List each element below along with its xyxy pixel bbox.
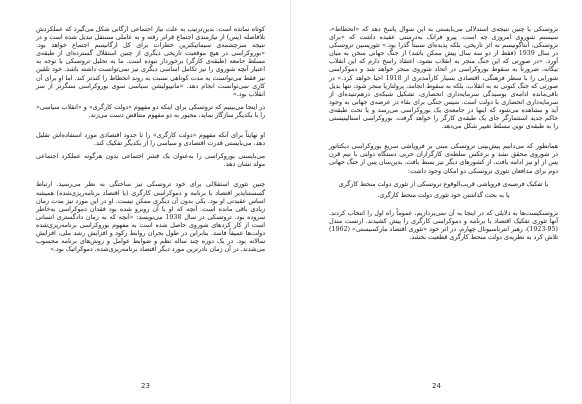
paragraph: تروتسکیست‌ها به دلایلی که در اینجا به آن نمی‌پردازیم، عموماً راه اول را انتخاب کردند. آنها تئوری تفکیک اقتصاد با برنامه و دموکراسی کارگری را پیش کشیدند. ارنست مندل (95-1923)، رهبر انترناسیونال چهارم، در اثر خود «تئوری اقتصاد مارکسیستی» (1962) تلاش کرد به نظریه‌ی دولت منحط کارگری قطعیت بخشد. <box>329 209 558 242</box>
right-page <box>291 0 582 404</box>
right-page-text <box>329 26 558 247</box>
page-number: 23 <box>141 382 150 390</box>
paragraph: کوتاه نمانده است. بدین‌ترتیب به علت نیاز اجتماعی ارگانی شکل می‌گیرد که عملکردش بلافاصله (پس) از نیازمندی اجتماع فراتر رفته و به عاملی مستقل تبدیل شده است و در نتیجه سرچشمه‌ی سیماتیکترین خطرات برای کل ارگانیسم اجتماع خواهد بود. «بوروکراسی در هیچ موقعیت تاریخی دیگری از چنین استقلال گسترده‌ای از طبقه‌ی مسلط جامعه (طبقه‌ی کارگر) برخوردار نبوده است. ما به تحلیل تروتسکی با توجه به اعتبار آنچه شوروی را نیز تکامل اساسی دیگری نیز نمی‌توانست داشته باشد. خود تلقین نیز فقط می‌توانست به مدت کوتاهی نسبت به روند انحطاط را کندتر کند. اما او برای آن کارِی نمی‌توانست انجام دهد. «مانیپولیشن سیاسی سوی بوروکراسی سنگرتر از سر انقلاب بود.» <box>36 26 265 98</box>
page-number: 24 <box>432 382 441 390</box>
option-line: یا به بحث گذاشتن خود تئوری دولت منحط کارگری. <box>377 191 510 199</box>
option-line: یا تفکیک فرضیه‌ی فروپاشی قریب‌الوقوع تروتسکی از تئوری دولت منحط کارگری <box>338 180 549 188</box>
paragraph: چنین تئوری استقلالی برای خود تروتسکی نیز ساختگی به نظر می‌رسید. ارتباط گسستناپذیر اقتصاد با برنامه و دموکراسی کارگری (یا اقتصاد برنامه‌ریزی‌شده) همیشه اساس عقیدتی او بود. یکی بدون آن دیگری ممکن نیست. او در این مورد نیز مدت زمان زیادی باقی مانده است. آنچه که او با آن روبرو شده بود فقدان دموکراسی به‌خاطر سروده بود. تروتسکی در سال 1938 می‌نویسد: «آنچه که به زمان دادگستری انسانی است از کار کردهای شوروی حاصل شده است به مفهوم بوروکراسی برنامه‌ریزی‌شده دولت‌ها عمیقاً فاسد. بنابراین در طول بحران روابط رکود و افزایش رشد ملی، افزایش سالانه بود. در یک دوره چند ساله نظم و ضوابط عوامل و روش‌های برنامه محسوب می‌شدند. در آن زمان نادرترین مورد دیگر اقتصاد برنامه‌ریزی‌شده، دموکراتیک بود.» <box>36 181 265 254</box>
left-page-text <box>36 26 265 259</box>
paragraph: او نهایتاً برای آنکه مفهوم «دولت کارگری» را تا حدود اقتصادی مورد استفاده‌اش تقلیل دهد، می‌بایستی قدرت اقتصادی و سیاسی را از یکدیگر تفکیک کند. <box>36 132 265 148</box>
paragraph: تروتسکی با چنین نتیجه‌ی استدلالی می‌بایستی به این سوال پاسخ دهد که «انحطاط»، سیستم شوروی امروزی چه است. پیرو فرانک به‌درستی عقیده داشت که «برای تروتسکی، آنتاگونیسم نه اثر تاریخی، بلکه پدیده‌ای نسبتاً گذرا بود.» تئوریسین تروتسکی در سال 1939 (فقط از دو سه سال پیش ممکن باشد) از جنگ جهانی سخن به میان آورد. «در صورتی که این جنگ منجر به انقلاب نشود، اعتقاد راسخ دارم که این انقلاب بیگانه، ضرورتاً به سقوط بوروکراسی در اتحاد شوروی منجر خواهد شد و دموکراسی شورایی را با سطر فرهنگی، اقتصادی بسیار کارآمدتری از 1918 احیا خواهد کرد.» در صورتی که جنگ کنونی نه به انقلاب، بلکه به سقوط انجامد، پرولتاریا منجر شود، تنها بدیل باقی‌مانده ادامه‌ی پوسیدگی سرمایه‌داری انحصاری، تشکیل شبکه‌ی درهم‌تنیده‌ای از سرمایه‌داری انحصاری با دولت است. سپس جنگی برای بقاء در عرصه‌ی جهانی به وجود آید و مشاهده می‌شود که اینها در جامعه‌ی یک بوروکراسی می‌رسد و یا تحت طبقه‌ی حاکم جدید استثمارگر جای یک طبقه‌ی کارگر را خواهد گرفت. بوروکراسی استالینیستی را به طبقه‌ی نوین مسلط تغییر شکل می‌دهد. <box>329 26 558 131</box>
paragraph: می‌بایستی بوروکراسی را به‌عنوان یک قشر اجتماعی بدون هرگونه عملکرد اجتماعی مولد نشان دهد. <box>36 153 265 169</box>
paragraph: در اینجا می‌بینیم که تروتسکی برای اینکه دو مفهوم «دولت کارگری» و «انقلاب سیاسی» را با یکدیگر سازگار نماید، مجبور به دو مفهوم متناقض دست می‌زند. <box>36 103 265 119</box>
paragraph: همانطور که می‌دانیم پیش‌بینی تروتسکی مبنی بر فروپاشی سریع بوروکراسی دیکتاتور در شوروی محقق نشد و برعکس سلطه‌ی کارگزاران حربی دستگاه دولتی با نیم قرن پس از او نیز ادامه یافت. از کشورهای دیگر نیز بسط یافت. بدین‌سان پس از جنگ جهانی دوم برای مدافعان تئوری تروتسکی دو امکان وجود داشت: <box>329 143 558 175</box>
